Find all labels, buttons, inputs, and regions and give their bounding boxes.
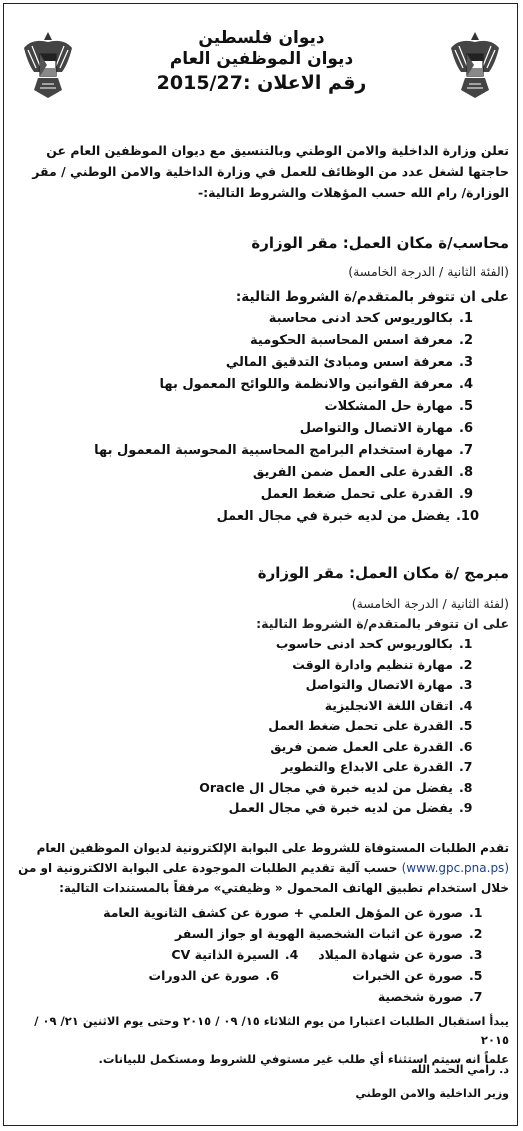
apply-line: تقدم الطلبات المستوفاة للشروط على البوابة الإلكترونية لديوان الموظفين العام: [36, 841, 509, 855]
section-category: (الفئة الثانية / الدرجة الخامسة): [348, 264, 509, 279]
list-item: 1. صورة عن المؤهل العلمي + صورة عن كشف الثانوية العامة: [103, 905, 483, 920]
list-item: 1. بكالوريوس كحد ادنى حاسوب: [275, 636, 473, 651]
list-item: 1. بكالوريوس كحد ادنى محاسبة: [268, 311, 473, 326]
list-item: 4. معرفة القوانين والانظمة واللوائح المعمول بها: [159, 377, 473, 392]
list-item: 2. صورة عن اثبات الشخصية الهوية او جواز السفر: [175, 926, 483, 941]
office-name: ديوان فلسطين: [198, 28, 325, 48]
list-item: 6. القدرة على العمل ضمن فريق: [270, 738, 473, 754]
list-item: 7. مهارة استخدام البرامج المحاسبية المحوسبة المعمول بها: [94, 443, 473, 458]
list-item: 5. القدرة على تحمل ضغط العمل: [268, 718, 473, 733]
list-item: 3. صورة عن شهادة الميلاد 4. السيرة الذاتية CV: [171, 947, 483, 962]
list-item: 10. يفضل من لديه خبرة في مجال العمل: [216, 509, 479, 524]
ad-header: [0, 28, 523, 96]
list-item: 9. يفضل من لديه خبرة في مجال العمل: [228, 800, 473, 815]
deadline-line: يبدأ استقبال الطلبات اعتبارا من يوم الثلاثاء ١٥/ ٠٩ / ٢٠١٥ وحتى يوم الاثنين ٢١/ ٠٩ / ٢٠١٥: [34, 1014, 509, 1047]
conditions-list: [14, 634, 509, 819]
conditions-list: [14, 308, 509, 528]
list-item: 7. القدرة على الابداع والتطوير: [281, 759, 473, 774]
list-item: 5. صورة عن الخبرات 6. صورة عن الدورات: [148, 968, 483, 983]
signatory-title: وزير الداخلية والامن الوطني: [355, 1087, 509, 1100]
signature-block: [14, 1058, 509, 1106]
list-item: 5. مهارة حل المشكلات: [324, 399, 473, 414]
list-item: 4. اتقان اللغة الانجليزية: [324, 697, 473, 713]
section-title: محاسب/ة مكان العمل: مقر الوزارة: [251, 234, 509, 252]
section-category: (لفئة الثانية / الدرجة الخامسة): [351, 596, 509, 611]
ad-number: رقم الاعلان :2015/27: [156, 72, 367, 94]
list-item: 2. معرفة اسس المحاسبة الحكومية: [250, 333, 473, 348]
list-item: 3. مهارة الاتصال والتواصل: [305, 677, 473, 692]
list-item: 7. صورة شخصية: [377, 989, 483, 1004]
section-accountant: [14, 232, 509, 528]
list-item: 3. معرفة اسس ومبادئ التدقيق المالي: [225, 355, 473, 370]
conditions-label: على ان تتوفر بالمتقدم/ة الشروط التالية:: [235, 289, 509, 305]
apply-instructions: [14, 838, 509, 898]
list-item: 8. القدرة على العمل ضمن الفريق: [252, 465, 473, 480]
list-item: 6. مهارة الاتصال والتواصل: [299, 421, 473, 436]
intro-paragraph: تعلن وزارة الداخلية والامن الوطني وبالتنسيق مع ديوان الموظفين العام عن حاجتها لشغل عدد من الوظائف للعمل في وزارة الداخلية والامن الوطني / مقر الوزارة/ رام الله حسب المؤهلات والشروط التالية:-: [32, 143, 509, 200]
apply-line: خلال استخدام تطبيق الهاتف المحمول « وظيفتي» مرفقاً بالمستندات التالية:: [59, 881, 509, 895]
list-item: 9. القدرة على تحمل ضغط العمل: [260, 487, 473, 502]
exclusion-line: علماً انه سيتم استثناء أي طلب غير مستوفي للشروط ومستكمل للبيانات.: [98, 1052, 509, 1066]
documents-list: [14, 902, 509, 1007]
portal-link[interactable]: (www.gpc.pna.ps): [401, 861, 509, 875]
signatory-name: د. رامي الحمد الله: [411, 1063, 509, 1076]
bureau-name: ديوان الموظفين العام: [169, 49, 354, 69]
list-item: 2. مهارة تنظيم وادارة الوقت: [292, 656, 473, 672]
list-item: 8. يفضل من لديه خبرة في مجال ال Oracle: [199, 779, 473, 795]
section-programmer: [14, 562, 509, 819]
apply-line: (www.gpc.pna.ps) حسب آلية تقديم الطلبات الموجودة على البوابة الالكترونية او من: [18, 861, 509, 875]
section-title: مبرمج /ة مكان العمل: مقر الوزارة: [257, 564, 509, 582]
conditions-label: على ان تتوفر بالمتقدم/ة الشروط التالية:: [256, 616, 509, 631]
